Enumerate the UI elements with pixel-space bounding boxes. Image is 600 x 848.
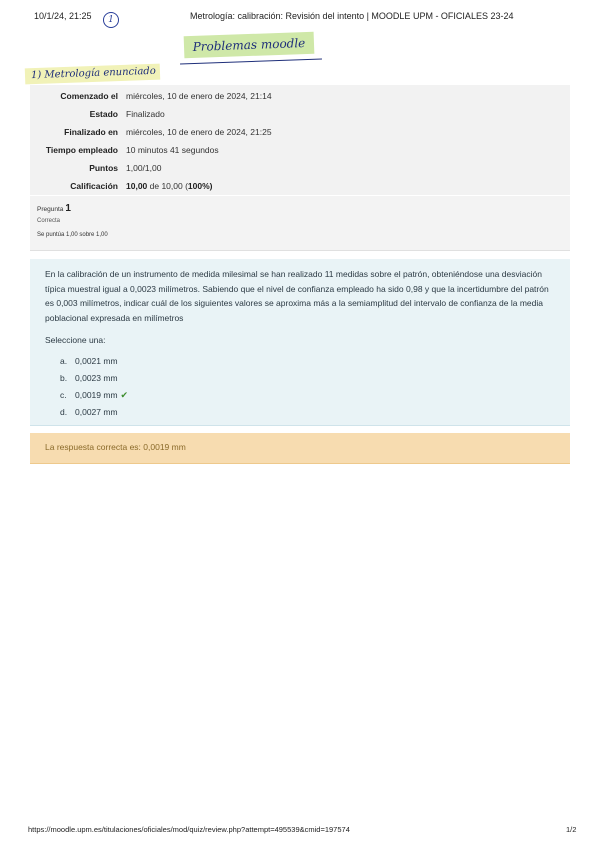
summary-row-grade xyxy=(30,177,272,195)
check-icon: ✔ xyxy=(120,390,129,400)
option-text: 0,0021 mm xyxy=(75,356,118,366)
summary-value: Finalizado xyxy=(126,109,165,119)
page-print-title: Metrología: calibración: Revisión del intento | MOODLE UPM - OFICIALES 23-24 xyxy=(190,11,514,21)
summary-label: Comenzado el xyxy=(60,91,118,101)
page-number: 1/2 xyxy=(566,825,577,834)
question-formulation xyxy=(30,259,570,426)
answer-prompt: Seleccione una: xyxy=(45,335,106,345)
answer-option-c[interactable] xyxy=(60,387,128,404)
summary-value: miércoles, 10 de enero de 2024, 21:25 xyxy=(126,127,272,137)
handwritten-subtitle-highlight xyxy=(25,64,160,85)
grade-close: %) xyxy=(202,181,213,191)
grade-percent: 100 xyxy=(187,181,203,191)
handwritten-subtitle: 1) Metrología enunciado xyxy=(30,65,156,82)
summary-row-started xyxy=(30,87,272,105)
summary-label: Finalizado en xyxy=(64,127,118,137)
handwritten-underline xyxy=(180,59,322,65)
question-number-value: 1 xyxy=(65,203,71,214)
summary-row-points xyxy=(30,159,272,177)
option-text: 0,0027 mm xyxy=(75,407,118,417)
question-info xyxy=(30,196,570,251)
summary-row-state xyxy=(30,105,272,123)
summary-value: miércoles, 10 de enero de 2024, 21:14 xyxy=(126,91,272,101)
option-letter: b. xyxy=(60,373,68,383)
correct-answer-feedback xyxy=(30,433,570,464)
print-date: 10/1/24, 21:25 xyxy=(34,11,92,21)
page-url: https://moodle.upm.es/titulaciones/oficiales/mod/quiz/review.php?attempt=495539&cmid=197574 xyxy=(28,825,350,834)
answer-options xyxy=(60,353,128,421)
summary-row-time xyxy=(30,141,272,159)
option-letter: d. xyxy=(60,407,68,417)
option-text: 0,0019 mm xyxy=(75,390,118,400)
option-text: 0,0023 mm xyxy=(75,373,118,383)
handwritten-title-highlight xyxy=(184,32,315,59)
option-letter: c. xyxy=(60,390,67,400)
grade-value: 10,00 xyxy=(126,181,148,191)
answer-option-a[interactable] xyxy=(60,353,128,370)
summary-value: 1,00/1,00 xyxy=(126,163,162,173)
summary-row-finished xyxy=(30,123,272,141)
question-state: Correcta xyxy=(37,218,61,224)
grade-out-of: de 10,00 ( xyxy=(147,181,188,191)
attempt-summary-table xyxy=(30,87,272,195)
feedback-text: La respuesta correcta es: 0,0019 mm xyxy=(45,442,186,452)
summary-value: 10 minutos 41 segundos xyxy=(126,145,219,155)
handwritten-circled-number: 1 xyxy=(103,12,119,28)
question-number-label: Pregunta xyxy=(37,206,64,213)
summary-value xyxy=(126,177,272,195)
answer-option-d[interactable] xyxy=(60,404,128,421)
summary-label: Tiempo empleado xyxy=(45,145,118,155)
answer-option-b[interactable] xyxy=(60,370,128,387)
summary-label: Estado xyxy=(89,109,118,119)
attempt-summary xyxy=(30,85,570,195)
summary-label: Calificación xyxy=(70,181,118,191)
question-text: En la calibración de un instrumento de medida milesimal se han realizado 11 medidas sobre el patrón, obteniéndose una desviación típica muestral igual a 0,0023 milímetros. Sabiendo que el nivel de confianza empleado ha sido 0,98 y que la incertidumbre del patrón es 0,003 milímetros, indicar cuál de los siguientes valores se aproxima más a la semiamplitud del intervalo de confianza de la media poblacional expresada en milímetros xyxy=(45,269,549,323)
question-number xyxy=(37,203,71,214)
question-grade: Se puntúa 1,00 sobre 1,00 xyxy=(37,232,108,238)
option-letter: a. xyxy=(60,356,68,366)
handwritten-title: Problemas moodle xyxy=(192,36,306,54)
summary-label: Puntos xyxy=(89,163,118,173)
